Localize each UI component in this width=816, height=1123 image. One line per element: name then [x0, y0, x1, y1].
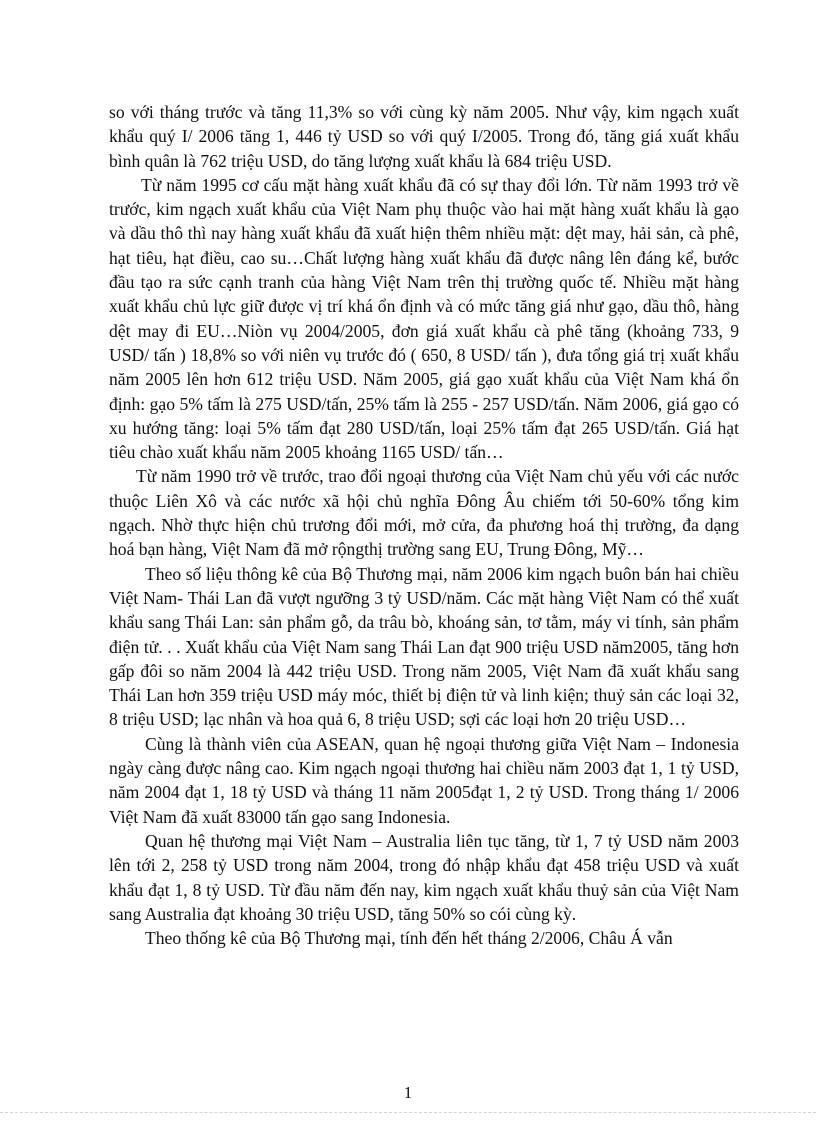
- paragraph-asia-trade-stats: Theo thống kê của Bộ Thương mại, tính đến hết tháng 2/2006, Châu Á vẫn: [145, 928, 673, 949]
- page-bottom-divider: [0, 1112, 816, 1113]
- paragraph-export-structure: Từ năm 1995 cơ cấu mặt hàng xuất khẩu đã có sự thay đổi lớn. Từ năm 1993 trở về trước, kim ngạch xuất khẩu của Việt Nam phụ thuộc vào hai mặt hàng xuất khẩu là gạo và dầu thô thì nay hàng xuất khẩu đã xuất hiện thêm nhiều mặt: dệt may, hải sản, cà phê, hạt tiêu, hạt điều, cao su…Chất lượng hàng xuất khẩu đã được nâng lên đáng kể, bước đầu tạo ra sức cạnh tranh của hàng Việt Nam trên thị trường quốc tế. Nhiều mặt hàng xuất khẩu chủ lực giữ được vị trí khá ổn định và có mức tăng giá như gạo, dầu thô, hàng dệt may đi EU…Niòn vụ 2004/2005, đơn giá xuất khẩu cà phê tăng (khoảng 733, 9 USD/ tấn ) 18,8% so với niên vụ trước đó ( 650, 8 USD/ tấn ), đưa tổng giá trị xuất khẩu năm 2005 lên hơn 612 triệu USD. Năm 2005, giá gạo xuất khẩu của Việt Nam khá ổn định: gạo 5% tấm là 275 USD/tấn, 25% tấm là 255 - 257 USD/tấn. Năm 2006, giá gạo có xu hướng tăng: loại 5% tấm đạt 280 USD/tấn, loại 25% tấm đạt 265 USD/tấn. Giá hạt tiêu chào xuất khẩu năm 2005 khoảng 1165 USD/ tấn…: [109, 174, 739, 463]
- page-number: 1: [403, 1083, 413, 1102]
- paragraph-export-growth-q1: so với tháng trước và tăng 11,3% so với cùng kỳ năm 2005. Như vậy, kim ngạch xuất khẩu quý I/ 2006 tăng 1, 446 tỷ USD so với quý I/2005. Trong đó, tăng giá xuất khẩu bình quân là 762 triệu USD, do tăng lượng xuất khẩu là 684 triệu USD.: [109, 102, 739, 171]
- paragraph-trade-partners-history: Từ năm 1990 trở về trước, trao đổi ngoại thương của Việt Nam chủ yếu với các nước thuộc Liên Xô và các nước xã hội chủ nghĩa Đông Âu chiếm tới 50-60% tổng kim ngạch. Nhờ thực hiện chủ trương đổi mới, mở cửa, đa phương hoá thị trường, đa dạng hoá bạn hàng, Việt Nam đã mở rộngthị trường sang EU, Trung Đông, Mỹ…: [109, 466, 739, 560]
- paragraph-vietnam-australia-trade: Quan hệ thương mại Việt Nam – Australia liên tục tăng, từ 1, 7 tỷ USD năm 2003 lên tới 2, 258 tỷ USD trong năm 2004, trong đó nhập khẩu đạt 458 triệu USD và xuất khẩu đạt 1, 8 tỷ USD. Từ đầu năm đến nay, kim ngạch xuất khẩu thuỷ sản của Việt Nam sang Australia đạt khoảng 30 triệu USD, tăng 50% so cói cùng kỳ.: [109, 830, 739, 924]
- paragraph-vietnam-indonesia-trade: Cùng là thành viên của ASEAN, quan hệ ngoại thương giữa Việt Nam – Indonesia ngày càng được nâng cao. Kim ngạch ngoại thương hai chiều năm 2003 đạt 1, 1 tỷ USD, năm 2004 đạt 1, 18 tỷ USD và tháng 11 năm 2005đạt 1, 2 tỷ USD. Trong tháng 1/ 2006 Việt Nam đã xuất 83000 tấn gạo sang Indonesia.: [109, 733, 739, 827]
- document-body: [109, 100, 739, 950]
- paragraph-vietnam-thailand-trade: Theo số liệu thông kê của Bộ Thương mại, năm 2006 kim ngạch buôn bán hai chiều Việt Nam- Thái Lan đã vượt ngưỡng 3 tỷ USD/năm. Các mặt hàng Việt Nam có thể xuất khẩu sang Thái Lan: sản phẩm gỗ, da trâu bò, khoáng sản, tơ tằm, máy vi tính, sản phẩm điện tử. . . Xuất khẩu của Việt Nam sang Thái Lan đạt 900 triệu USD năm2005, tăng hơn gấp đôi so năm 2004 là 442 triệu USD. Trong năm 2005, Việt Nam đã xuất khẩu sang Thái Lan hơn 359 triệu USD máy móc, thiết bị điện tử và linh kiện; thuỷ sản các loại 32, 8 triệu USD; lạc nhân và hoa quả 6, 8 triệu USD; sợi các loại hơn 20 triệu USD…: [109, 563, 739, 730]
